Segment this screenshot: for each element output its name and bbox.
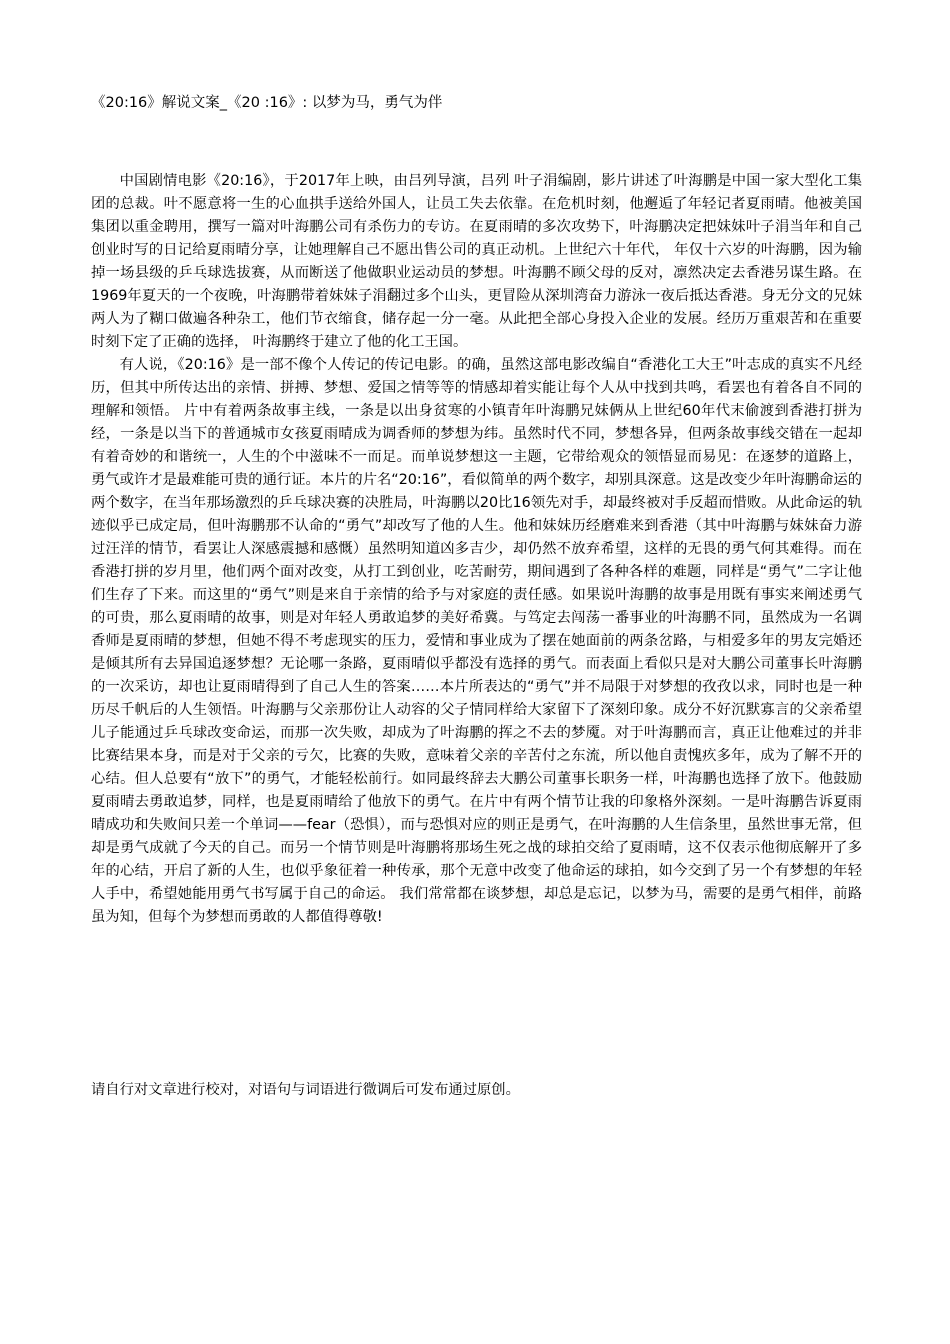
- paragraph-review: 有人说，《20:16》是一部不像个人传记的传记电影。的确，虽然这部电影改编自“香港化工大王”叶志成的真实不凡经历，但其中所传达出的亲情、拼搏、梦想、爱国之情等等的情感却着实能让每个人从中找到共鸣，看罢也有着各自不同的理解和领悟。 片中有着两条故事主线，一条是以出身贫寒的小镇青年叶海鹏兄妹俩从上世纪60年代末偷渡到香港打拼为经，一条是以当下的普通城市女孩夏雨晴成为调香师的梦想为纬。虽然时代不同，梦想各异，但两条故事线交错在一起却有着奇妙的和谐统一，人生的个中滋味不一而足。而单说梦想这一主题，它带给观众的领悟显而易见：在逐梦的道路上，勇气或许才是最难能可贵的通行证。本片的片名“20:16”，看似简单的两个数字，却别具深意。这是改变少年叶海鹏命运的两个数字，在当年那场激烈的乒乓球决赛的决胜局，叶海鹏以20比16领先对手，却最终被对手反超而惜败。从此命运的轨迹似乎已成定局，但叶海鹏那不认命的“勇气”却改写了他的人生。他和妹妹历经磨难来到香港（其中叶海鹏与妹妹奋力游过汪洋的情节，看罢让人深感震撼和感慨）虽然明知道凶多吉少，却仍然不放弃希望，这样的无畏的勇气何其难得。而在香港打拼的岁月里，他们两个面对改变，从打工到创业，吃苦耐劳，期间遇到了各种各样的难题，同样是“勇气”二字让他们生存了下来。而这里的“勇气”则是来自于亲情的给予与对家庭的责任感。如果说叶海鹏的故事是用既有事实来阐述勇气的可贵，那么夏雨晴的故事，则是对年轻人勇敢追梦的美好希冀。与笃定去闯荡一番事业的叶海鹏不同，虽然成为一名调香师是夏雨晴的梦想，但她不得不考虑现实的压力，爱情和事业成为了摆在她面前的两条岔路，与相爱多年的男友完婚还是倾其所有去异国追逐梦想？无论哪一条路，夏雨晴似乎都没有选择的勇气。而表面上看似只是对大鹏公司董事长叶海鹏的一次采访，却也让夏雨晴得到了自己人生的答案……本片所表达的“勇气”并不局限于对梦想的孜孜以求，同时也是一种历尽千帆后的人生领悟。叶海鹏与父亲那份让人动容的父子情同样给大家留下了深刻印象。成分不好沉默寡言的父亲希望儿子能通过乒乓球改变命运，而那一次失败，却成为了叶海鹏的挥之不去的梦魇。对于叶海鹏而言，真正让他难过的并非比赛结果本身，而是对于父亲的亏欠，比赛的失败，意味着父亲的辛苦付之东流，所以他自责愧疚多年，成为了解不开的心结。但人总要有“放下”的勇气，才能轻松前行。如同最终辞去大鹏公司董事长职务一样，叶海鹏也选择了放下。他鼓励夏雨晴去勇敢追梦，同样，也是夏雨晴给了他放下的勇气。在片中有两个情节让我的印象格外深刻。一是叶海鹏告诉夏雨晴成功和失败间只差一个单词——fear（恐惧），而与恐惧对应的则正是勇气，在叶海鹏的人生信条里，虽然世事无常，但却是勇气成就了今天的自己。而另一个情节则是叶海鹏将那场生死之战的球拍交给了夏雨晴，这不仅表示他彻底解开了多年的心结，开启了新的人生，也似乎象征着一种传承，那个无意中改变了他命运的球拍，如今交到了另一个有梦想的年轻人手中，希望她能用勇气书写属于自己的命运。 我们常常都在谈梦想，却总是忘记，以梦为马，需要的是勇气相伴，前路虽为知，但每个为梦想而勇敢的人都值得尊敬!: [91, 357, 862, 925]
- paragraph-synopsis: 中国剧情电影《20:16》，于2017年上映，由吕列导演，吕列 叶子涓编剧，影片讲述了叶海鹏是中国一家大型化工集团的总裁。叶不愿意将一生的心血拱手送给外国人，让员工失去依靠。在危机时刻，他邂逅了年轻记者夏雨晴。他被美国集团以重金聘用，撰写一篇对叶海鹏公司有杀伤力的专访。在夏雨晴的多次攻势下，叶海鹏决定把妹妹叶子涓当年和自己创业时写的日记给夏雨晴分享，让她理解自己不愿出售公司的真正动机。上世纪六十年代， 年仅十六岁的叶海鹏，因为输掉一场县级的乒乓球选拔赛，从而断送了他做职业运动员的梦想。叶海鹏不顾父母的反对，凛然决定去香港另谋生路。在1969年夏天的一个夜晚，叶海鹏带着妹妹子涓翻过多个山头，更冒险从深圳湾奋力游泳一夜后抵达香港。身无分文的兄妹两人为了糊口做遍各种杂工，他们节衣缩食，储存起一分一毫。从此把全部心身投入企业的发展。经历万重艰苦和在重要时刻下定了正确的选择， 叶海鹏终于建立了他的化工王国。: [91, 173, 862, 350]
- document-body: [91, 170, 862, 929]
- document-title: 《20:16》解说文案_《20 :16》: 以梦为马，勇气为伴: [91, 95, 443, 111]
- document-footer-note: 请自行对文章进行校对，对语句与词语进行微调后可发布通过原创。: [91, 1082, 520, 1098]
